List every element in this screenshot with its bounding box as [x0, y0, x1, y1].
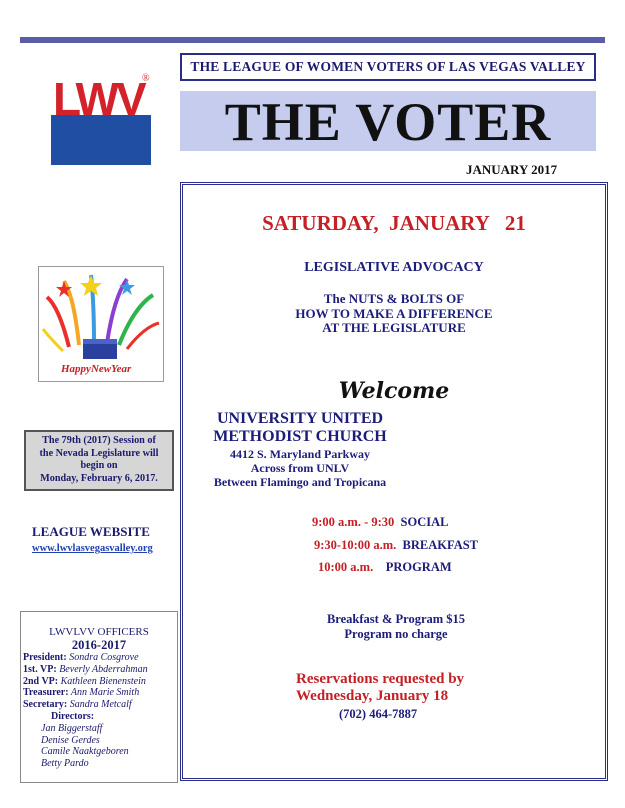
schedule-item: PROGRAM: [385, 560, 452, 574]
officer-role: 2nd VP:: [23, 675, 59, 687]
session-notice-line: Monday, February 6, 2017.: [40, 472, 158, 484]
happy-new-year-caption: HappyNewYear: [61, 363, 132, 375]
venue-line: METHODIST CHURCH: [213, 428, 387, 445]
officer-name: Sandra Metcalf: [69, 699, 132, 711]
schedule-row: [314, 538, 478, 553]
officer-row: [23, 676, 148, 688]
lwv-logo: [51, 73, 151, 165]
issue-date: JANUARY 2017: [466, 162, 558, 177]
event-topic: LEGISLATIVE ADVOCACY: [304, 260, 484, 275]
director-name: Denise Gerdes: [41, 734, 100, 746]
schedule-time: 9:30-10:00 a.m.: [314, 538, 397, 552]
schedule-item: BREAKFAST: [402, 538, 479, 552]
session-notice-line: The 79th (2017) Session of: [42, 435, 156, 446]
schedule-row: [312, 515, 448, 530]
logo-text: LWV: [53, 73, 144, 125]
happy-new-year-image: [38, 266, 164, 382]
welcome-script: Welcome: [338, 378, 450, 404]
schedule-item: SOCIAL: [400, 515, 449, 529]
event-subtitle: [180, 292, 608, 336]
venue-address: [180, 447, 420, 489]
officer-role: Treasurer:: [23, 687, 69, 699]
event-date-heading: SATURDAY, JANUARY 21: [262, 211, 526, 235]
reservation-line: Wednesday, January 18: [296, 687, 449, 704]
reservation-notice: [290, 671, 508, 704]
venue-name: [180, 410, 420, 446]
schedule-row: [318, 560, 452, 575]
pricing-line: Breakfast & Program $15: [326, 612, 466, 626]
address-line: Across from UNLV: [250, 461, 350, 475]
event-subtitle-line: HOW TO MAKE A DIFFERENCE: [295, 305, 493, 321]
officers-list: [23, 652, 148, 770]
event-subtitle-line: AT THE LEGISLATURE: [322, 320, 466, 335]
reservation-line: Reservations requested by: [296, 671, 465, 687]
officer-role: President:: [23, 652, 67, 663]
league-name-banner: THE LEAGUE OF WOMEN VOTERS OF LAS VEGAS VALLEY: [180, 53, 596, 81]
header-accent-bar: [20, 37, 605, 43]
website-link[interactable]: www.lwvlasvegasvalley.org: [32, 543, 153, 554]
session-notice: [24, 430, 174, 491]
officer-row: [23, 699, 148, 711]
address-line: Between Flamingo and Tropicana: [213, 475, 387, 489]
logo-registered-mark: ®: [142, 73, 150, 84]
address-line: 4412 S. Maryland Parkway: [229, 447, 370, 461]
session-notice-line: the Nevada Legislature will: [39, 447, 159, 459]
officer-row: [23, 687, 148, 699]
officers-box: [20, 611, 178, 783]
officer-name: Kathleen Bienenstein: [60, 675, 146, 687]
newsletter-title: THE VOTER: [224, 92, 552, 152]
officers-heading: LWVLVV OFFICERS: [49, 626, 149, 638]
venue-line: UNIVERSITY UNITED: [216, 410, 384, 427]
officer-name: Sondra Cosgrove: [69, 652, 139, 663]
directors-label: Directors:: [51, 710, 95, 722]
director-name: Betty Pardo: [41, 758, 89, 770]
pricing: [290, 612, 502, 642]
pricing-line: Program no charge: [344, 627, 448, 641]
officer-role: Secretary:: [23, 699, 68, 711]
session-notice-line: begin on: [80, 460, 118, 471]
officer-name: Ann Marie Smith: [70, 687, 140, 699]
director-name: Jan Biggerstaff: [41, 722, 103, 734]
officers-term: 2016-2017: [71, 638, 127, 652]
schedule-time: 9:00 a.m. - 9:30: [312, 515, 395, 529]
event-subtitle-line: The NUTS & BOLTS OF: [323, 291, 465, 306]
website-heading: LEAGUE WEBSITE: [32, 524, 150, 539]
officer-role: 1st. VP:: [23, 663, 57, 675]
reservation-phone: (702) 464-7887: [339, 707, 418, 721]
officer-row: [23, 652, 148, 664]
officer-name: Beverly Abderrahman: [59, 663, 148, 675]
director-name: Camile Naaktgeboren: [41, 746, 129, 758]
schedule-time: 10:00 a.m.: [318, 560, 374, 574]
officer-row: [23, 664, 148, 676]
